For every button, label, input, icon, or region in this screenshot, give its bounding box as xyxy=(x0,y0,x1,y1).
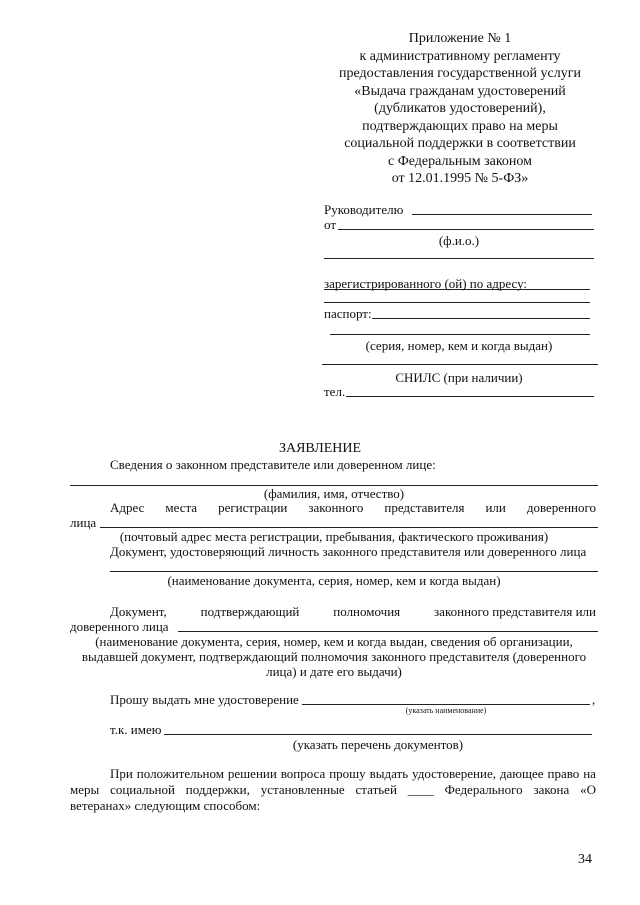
decision-word: установленные xyxy=(260,782,345,797)
decision-word: При xyxy=(110,766,133,781)
address-word: законного xyxy=(308,500,364,515)
passport-hint: (серия, номер, кем и когда выдан) xyxy=(365,338,553,353)
rep-info-heading: Сведения о законном представителе или доверенном лице: xyxy=(110,457,436,472)
phone-label: тел. xyxy=(324,384,346,399)
authority-hint: лица) и дате его выдачи) xyxy=(266,664,402,679)
decision-line-2 xyxy=(70,782,596,797)
appendix-line: предоставления государственной услуги xyxy=(339,66,581,81)
decision-word: Федерального xyxy=(444,782,523,797)
appendix-line: с Федеральным законом xyxy=(387,153,533,169)
from-label: от xyxy=(324,217,337,232)
request-field-line[interactable] xyxy=(302,704,590,705)
decision-word: «О xyxy=(580,782,596,797)
decision-word: прошу xyxy=(329,766,366,781)
from-field-line[interactable] xyxy=(338,229,594,230)
authority-word: подтверждающий xyxy=(200,604,300,619)
decision-word: положительном xyxy=(136,766,224,781)
identity-hint: (наименование документа, серия, номер, кем и когда выдан) xyxy=(167,573,501,588)
statement-title: ЗАЯВЛЕНИЕ xyxy=(278,441,362,456)
request-hint: (указать наименование) xyxy=(405,706,487,715)
decision-word: закона xyxy=(533,782,570,797)
registered-label: зарегистрированного (ой) по адресу: xyxy=(324,276,528,291)
passport-label: паспорт: xyxy=(324,306,372,321)
decision-line-3: ветеранах» следующим способом: xyxy=(70,798,261,813)
fio-extra-line[interactable] xyxy=(324,258,594,259)
appendix-line: Приложение № 1 xyxy=(408,31,512,46)
authority-word: законного представителя или xyxy=(434,604,596,619)
authority-cont-label: доверенного лица xyxy=(70,619,169,634)
authority-word: Документ, xyxy=(110,604,167,619)
decision-word: право xyxy=(547,766,580,781)
address-word: доверенного xyxy=(526,500,596,515)
authority-field-line[interactable] xyxy=(178,631,598,632)
appendix-line: (дубликатов удостоверений), xyxy=(374,101,546,116)
passport-field-line[interactable] xyxy=(372,318,590,319)
address-hint: (почтовый адрес места регистрации, пребывания, фактического проживания) xyxy=(119,529,549,544)
decision-word: на xyxy=(583,766,596,781)
appendix-line: социальной поддержки в соответствии xyxy=(344,136,576,151)
snils-hint: СНИЛС (при наличии) xyxy=(395,370,523,385)
decision-word: статьей xyxy=(355,782,397,797)
authority-word: полномочия xyxy=(333,604,401,619)
decision-word: поддержки, xyxy=(185,782,250,797)
appendix-line: к административному регламенту xyxy=(359,48,561,64)
decision-word: решении xyxy=(227,766,277,781)
registered-extra-line[interactable] xyxy=(324,302,590,303)
address-word: регистрации xyxy=(218,500,288,515)
appendix-header xyxy=(310,30,610,188)
having-hint: (указать перечень документов) xyxy=(292,737,464,752)
snils-field-line[interactable] xyxy=(322,364,598,365)
having-label: т.к. имею xyxy=(110,722,162,737)
decision-word: удостоверение, xyxy=(412,766,496,781)
address-cont-label: лица xyxy=(70,515,97,530)
appendix-line: от 12.01.1995 № 5-ФЗ» xyxy=(391,171,529,186)
passport-extra-line[interactable] xyxy=(330,334,590,335)
head-field-line[interactable] xyxy=(412,214,592,215)
identity-field-line[interactable] xyxy=(110,571,598,572)
decision-word: меры xyxy=(70,782,100,797)
address-word: Адрес xyxy=(110,500,145,515)
registered-field-line[interactable] xyxy=(324,289,590,290)
fio-hint: (ф.и.о.) xyxy=(438,233,480,248)
phone-field-line[interactable] xyxy=(346,396,594,397)
decision-line-1 xyxy=(110,766,596,781)
appendix-line: подтверждающих право на меры xyxy=(362,118,558,134)
page-number: 34 xyxy=(578,852,592,867)
address-word: представителя xyxy=(384,500,465,515)
decision-word: ____ xyxy=(407,782,434,797)
decision-word: выдать xyxy=(369,766,409,781)
authority-hint: выдавшей документ, подтверждающий полномочия законного представителя (доверенного xyxy=(81,649,587,664)
address-field-line[interactable] xyxy=(100,527,598,528)
having-field-line[interactable] xyxy=(164,734,592,735)
address-word: места xyxy=(165,500,198,515)
authority-hint: (наименование документа, серия, номер, кем и когда выдан, сведения об организации, xyxy=(95,634,573,649)
address-word: или xyxy=(485,500,506,515)
head-label: Руководителю xyxy=(324,202,404,217)
address-line xyxy=(110,500,596,515)
decision-word: дающее xyxy=(499,766,544,781)
authority-line xyxy=(110,604,596,619)
decision-word: вопроса xyxy=(280,766,326,781)
request-comma: , xyxy=(592,692,596,707)
identity-doc-label: Документ, удостоверяющий личность законного представителя или доверенного лица xyxy=(110,544,587,559)
rep-name-hint: (фамилия, имя, отчество) xyxy=(263,486,405,501)
decision-word: социальной xyxy=(110,782,175,797)
appendix-line: «Выдача гражданам удостоверений xyxy=(354,83,566,99)
request-label: Прошу выдать мне удостоверение xyxy=(110,692,299,707)
